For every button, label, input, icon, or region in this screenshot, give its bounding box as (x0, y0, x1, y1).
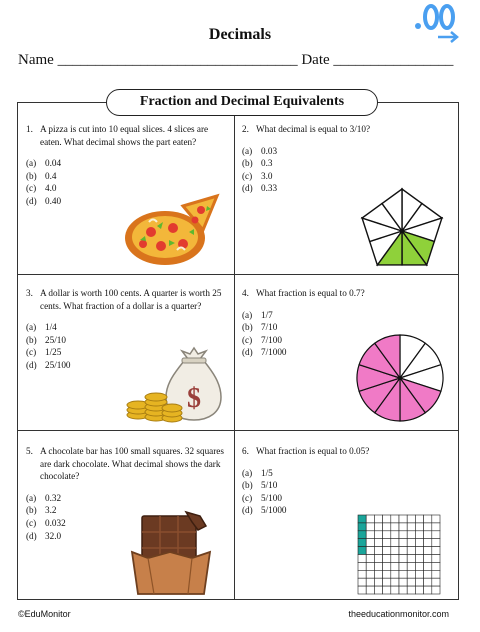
grid-cell (407, 523, 415, 531)
grid-cell (407, 586, 415, 594)
grid-divider-row1 (18, 274, 458, 275)
page-title: Decimals (208, 26, 272, 43)
grid-cell (383, 555, 391, 563)
grid-cell (415, 539, 423, 547)
grid-cell (374, 523, 382, 531)
hundred-grid-figure (357, 514, 442, 596)
shaded-cell (358, 523, 366, 531)
grid-cell (399, 562, 407, 570)
option-b[interactable]: (b) 0.3 (242, 158, 273, 169)
question-text: What fraction is equal to 0.7? (256, 288, 365, 298)
grid-cell (358, 570, 366, 578)
option-c[interactable]: (c) 3.0 (242, 170, 273, 181)
name-blank[interactable]: ________________________________ (57, 52, 302, 68)
question-text: What fraction is equal to 0.05? (256, 446, 370, 456)
grid-cell (415, 555, 423, 563)
grid-cell (358, 562, 366, 570)
grid-cell (415, 586, 423, 594)
grid-cell (432, 523, 440, 531)
grid-cell (432, 562, 440, 570)
option-c[interactable]: (c) 5/100 (242, 492, 282, 503)
option-c[interactable]: (c) 0.032 (26, 517, 66, 528)
grid-cell (383, 578, 391, 586)
option-b[interactable]: (b) 7/10 (242, 322, 278, 333)
date-blank[interactable]: ________________ (333, 52, 454, 68)
footer-website[interactable]: theeducationmonitor.com (348, 609, 449, 619)
grid-divider-row2 (18, 430, 458, 431)
grid-cell (415, 570, 423, 578)
grid-cell (358, 586, 366, 594)
grid-cell (424, 523, 432, 531)
grid-cell (391, 539, 399, 547)
grid-cell (374, 515, 382, 523)
grid-cell (366, 539, 374, 547)
option-a[interactable]: (a) 1/5 (242, 467, 273, 478)
grid-divider-vertical (234, 103, 235, 599)
grid-cell (374, 578, 382, 586)
option-c[interactable]: (c) 1/25 (26, 347, 62, 358)
question-3: 3. A dollar is worth 100 cents. A quarter is worth 25 cents. What fraction of a dollar is a quarter? (a) 1/4 (b) 25/10 (c) 1/25 (d) 25/100 (26, 287, 232, 372)
grid-cell (366, 586, 374, 594)
grid-cell (374, 555, 382, 563)
grid-cell (415, 547, 423, 555)
grid-cell (366, 562, 374, 570)
grid-cell (358, 578, 366, 586)
section-banner: Fraction and Decimal Equivalents (106, 89, 378, 116)
grid-cell (407, 570, 415, 578)
grid-cell (424, 555, 432, 563)
grid-cell (366, 531, 374, 539)
grid-cell (383, 586, 391, 594)
grid-cell (399, 578, 407, 586)
option-a[interactable]: (a) 0.03 (242, 145, 278, 156)
question-text: What decimal is equal to 3/10? (256, 124, 371, 134)
grid-cell (391, 555, 399, 563)
name-date-line (18, 52, 453, 69)
option-b[interactable]: (b) 0.4 (26, 170, 57, 181)
grid-cell (415, 531, 423, 539)
chocolate-bar-icon (126, 508, 216, 596)
option-b[interactable]: (b) 3.2 (26, 505, 57, 516)
grid-cell (407, 539, 415, 547)
grid-cell (374, 539, 382, 547)
grid-cell (432, 531, 440, 539)
pizza-icon (123, 188, 221, 268)
grid-cell (366, 570, 374, 578)
grid-cell (399, 539, 407, 547)
grid-cell (366, 515, 374, 523)
grid-cell (424, 586, 432, 594)
question-4: 4. What fraction is equal to 0.7? (a) 1/7 (b) 7/10 (c) 7/100 (d) 7/1000 (242, 287, 442, 359)
grid-cell (366, 547, 374, 555)
shaded-cell (358, 531, 366, 539)
question-text: A dollar is worth 100 cents. A quarter is worth 25 cents. What fraction of a dollar is a quarter? (40, 288, 222, 311)
option-b[interactable]: (b) 25/10 (26, 334, 66, 345)
grid-cell (399, 531, 407, 539)
grid-cell (432, 539, 440, 547)
grid-cell (415, 578, 423, 586)
question-5: 5. A chocolate bar has 100 small squares. 32 squares are dark chocolate. What decimal shows the dark chocolate? (a) 0.32 (b) 3.2 (c) 0.032 (d) 32.0 (26, 445, 226, 542)
grid-cell (391, 570, 399, 578)
grid-cell (424, 515, 432, 523)
grid-cell (374, 570, 382, 578)
decimal-logo-icon (408, 2, 460, 46)
grid-cell (391, 562, 399, 570)
grid-cell (383, 547, 391, 555)
money-bag-icon (126, 343, 222, 423)
grid-cell (366, 578, 374, 586)
grid-cell (391, 578, 399, 586)
grid-cell (407, 531, 415, 539)
grid-cell (407, 562, 415, 570)
grid-cell (383, 539, 391, 547)
option-c[interactable]: (c) 7/100 (242, 334, 282, 345)
grid-cell (366, 555, 374, 563)
name-label: Name (18, 52, 54, 68)
option-d[interactable]: (d) 5/1000 (242, 505, 287, 516)
grid-cell (391, 515, 399, 523)
grid-cell (424, 539, 432, 547)
pentagon-fraction-figure (356, 187, 448, 269)
option-a[interactable]: (a) 1/4 (26, 322, 57, 333)
option-d[interactable]: (d) 0.40 (26, 195, 62, 206)
grid-cell (399, 547, 407, 555)
grid-cell (424, 547, 432, 555)
grid-cell (415, 523, 423, 531)
question-text: A chocolate bar has 100 small squares. 32 squares are dark chocolate. What decimal shows the dark chocolate? (40, 446, 224, 482)
grid-cell (399, 570, 407, 578)
footer-copyright: ©EduMonitor (18, 609, 71, 619)
option-d[interactable]: (d) 25/100 (26, 359, 71, 370)
grid-cell (407, 578, 415, 586)
grid-cell (399, 555, 407, 563)
grid-cell (374, 547, 382, 555)
question-grid (17, 102, 459, 600)
grid-cell (424, 562, 432, 570)
option-d[interactable]: (d) 0.33 (242, 183, 278, 194)
date-label: Date (301, 52, 330, 68)
grid-cell (432, 515, 440, 523)
grid-cell (432, 578, 440, 586)
grid-cell (391, 547, 399, 555)
question-text: A pizza is cut into 10 equal slices. 4 slices are eaten. What decimal shows the part eaten? (40, 124, 209, 147)
grid-cell (374, 531, 382, 539)
grid-cell (391, 531, 399, 539)
grid-cell (358, 555, 366, 563)
option-b[interactable]: (b) 5/10 (242, 480, 278, 491)
grid-cell (415, 562, 423, 570)
grid-cell (391, 523, 399, 531)
grid-cell (383, 531, 391, 539)
option-a[interactable]: (a) 1/7 (242, 309, 273, 320)
grid-cell (383, 570, 391, 578)
option-d[interactable]: (d) 7/1000 (242, 347, 287, 358)
grid-cell (399, 586, 407, 594)
grid-cell (407, 515, 415, 523)
grid-cell (391, 586, 399, 594)
question-6: 6. What fraction is equal to 0.05? (a) 1/5 (b) 5/10 (c) 5/100 (d) 5/1000 (242, 445, 442, 517)
question-2: 2. What decimal is equal to 3/10? (a) 0.03 (b) 0.3 (c) 3.0 (d) 0.33 (242, 123, 442, 195)
option-c[interactable]: (c) 4.0 (26, 183, 57, 194)
grid-cell (383, 515, 391, 523)
grid-cell (399, 523, 407, 531)
grid-cell (424, 531, 432, 539)
grid-cell (366, 523, 374, 531)
grid-cell (432, 586, 440, 594)
grid-cell (407, 547, 415, 555)
grid-cell (432, 547, 440, 555)
grid-cell (424, 570, 432, 578)
grid-cell (383, 562, 391, 570)
grid-cell (407, 555, 415, 563)
grid-cell (374, 562, 382, 570)
shaded-cell (358, 515, 366, 523)
option-a[interactable]: (a) 0.04 (26, 158, 62, 169)
shaded-cell (358, 539, 366, 547)
question-1: 1. A pizza is cut into 10 equal slices. 4 slices are eaten. What decimal shows the part eaten? (a) 0.04 (b) 0.4 (c) 4.0 (d) 0.40 (26, 123, 226, 208)
grid-cell (383, 523, 391, 531)
grid-cell (415, 515, 423, 523)
grid-cell (374, 586, 382, 594)
grid-cell (399, 515, 407, 523)
grid-cell (424, 578, 432, 586)
grid-cell (432, 555, 440, 563)
shaded-cell (358, 547, 366, 555)
option-d[interactable]: (d) 32.0 (26, 530, 62, 541)
grid-cell (432, 570, 440, 578)
option-a[interactable]: (a) 0.32 (26, 492, 62, 503)
circle-fraction-figure (355, 333, 445, 423)
dollar-sign: $ (187, 383, 201, 414)
